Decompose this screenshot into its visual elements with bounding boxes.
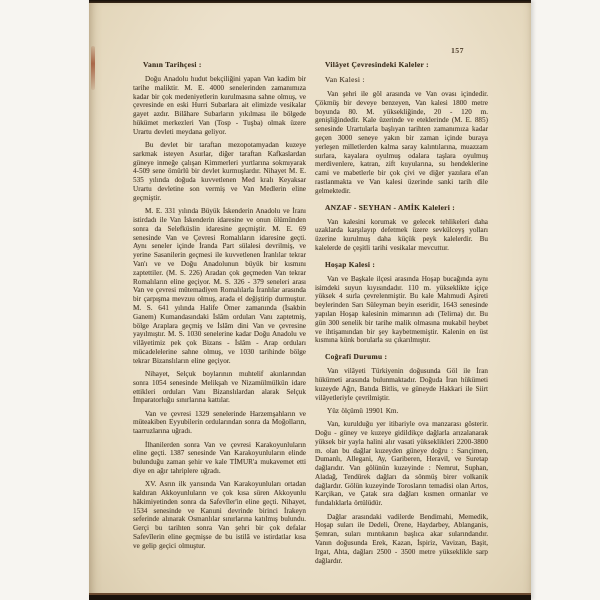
page-top-edge — [89, 0, 531, 3]
paragraph: Doğu Anadolu hudut bekçiliğini yapan Van kadim bir tarihe maliktir. M. E. 4000 senelerinden zamanımıza kadar bir çok medeniyetlerin kurulmasına sahne olmuş, ve çevresinde en eski Hurri Subarlara ait elimizde vesikalar gayet azdır. Bilâhare Subarların yıkılması ile bölgede hükümet merkezleri Van (Tosp - Tuşba) olmak üzere Urartu devleti meydana geliyor. — [133, 75, 306, 136]
paragraph: Van kalesini korumak ve gelecek tehlikeleri daha uzaklarda karşılayıp defetmek üzere sevkülceyş yolları üzerine kurulmuş daha küçük peyk kalelerdir. Bu kalelerde de çeşitli tarihi vesikalar mevcuttur. — [315, 217, 488, 252]
heading-van-kalesi: Van Kalesi : — [325, 75, 365, 84]
heading-van-tarihcesi: Vanın Tarihçesi : — [143, 60, 202, 69]
paragraph: Nihayet, Selçuk boylarının muhtelif akınlarından sonra 1054 senesinde Melikşah ve Nizamülmülkün idare ettikleri orduları Vanı Bizanslılardan alarak Selçuk İmparatorluğu sınırlarına kattılar. — [133, 370, 306, 405]
left-column — [133, 60, 306, 570]
paragraph: Yüz ölçümü 19901 Km. — [327, 406, 399, 415]
heading-cografi-durumu: Coğrafi Durumu : — [325, 352, 388, 362]
heading-anzaf-seyhan-amik: ANZAF - SEYHAN - AMİK Kaleleri : — [325, 202, 456, 212]
right-column — [315, 60, 488, 570]
paragraph: M. E. 331 yılında Büyük İskenderin Anadolu ve İranı istirdadı ile Van İskenderin idaresine ve onun ölümünden sonra da Selefküslin idaresine geçmiştir. M. E. 69 senesinde Van ve Çevresi Romalıların idaresine geçti. Aynı seneler içinde İranda Part sülalesi devrilmiş, ve yerine Sasanilerin geçmesi ile kuvvetlenen İranlılar tekrar Van'ı ve ve Doğu Anadolunun büyük bir kısmını zaptettiler. (M. S. 226) Aradan çok geçmeden Van tekrar Romalıların eline geçiyor. M. S. 326 - 379 seneleri arası Van ve çevresi mütemadiyen Romalılarla İranlılar arasında bir çarpışma mevzuu olmuş, arada el değiştirip durmuştur. M. S. 641 yılında Halife Ömer zamanında (İsakbin Ganem) Kumandasındaki İslâm orduları Vanı zaptetmiş, bölge Araplara geçmiş ve İslâm dini Van ve çevresine yayılmıştır. M. S. 1030 senelerine kadar Doğu Anadolu ve vilâyetimiz pek çok Bizans - İslâm - Arap orduları mücadelelerine sahne olmuş, ve 1030 tarihinde bölge tekrar Bizanslıların eline geçiyor. — [133, 207, 306, 365]
paragraph: XV. Asrın ilk yarısında Van Karakoyunluları ortadan kaldıran Akkoyunluların ve çok kısa süren Akkoyunlu hâkimiyetinden sonra da Safevîler'in eline geçti. Nihayet, 1534 senesinde ve Kanuni devrinde birinci İrakeyn seferinde alınarak Osmanlılar sınırlarına katılmış bulundu. Gerçi bu tarihten sonra Van şehri bir çok defalar Safevîlerin eline geçmişse de bu istilâ ve istirdatlar kısa ve gelip geçici olmuştur. — [133, 480, 306, 550]
paragraph: İlhanilerden sonra Van ve çevresi Karakoyunluların eline geçti. 1387 senesinde Van Karakoyunluların elinde bulunduğu zaman şehir ve kale TİMUR'a mukavemet etti diye en ağır tahriplere uğradı. — [133, 440, 306, 475]
paragraph: Van, kurulduğu yer itibariyle ova manzarası gösterir. Doğu - güney ve kuzeye gidildikçe dağlarla arızalanarak yüksek bir yayla halini alır vasati yükseklikleri 2200-3800 m. olan bu dağlar kuzeyden güneye doğru : Sarıçimen, Dumanlı, Allegani, Ay, Gariberen, Heravil, ve Suretap dağlarıdır. Van gölünün kuzeyinde : Nemrut, Suphan, Aladağ, Tendürek dağları da sönmüş birer volkanik dağlardır. Gölün kuzeyinde Torosların temadisi olan Artos, Karçikan, ve Çatak sıra dağları kısmen ormanlar ve fundalıklarla örtülüdür. — [315, 420, 488, 508]
book-page — [89, 0, 531, 600]
heading-vilayet-kaleler: Vilâyet Çevresindeki Kaleler : — [325, 60, 429, 69]
heading-hosap-kalesi: Hoşap Kalesi : — [325, 259, 376, 269]
paragraph: Van şehri ile göl arasında ve Van ovası içindedir. Çökmüş bir deveye benzeyen, Van kalesi 1800 metre boyunda 80. M. yüksekliğinde, 20 - 120 m. genişliğindedir. Kale üzerinde ve eteklerinde (M. E. 885) senesinde Urartularla başlıyan tarihten zamanımıza kadar geçen 3000 seneye yakın bir zaman içinde buraya yerleşen milletlerden kalma saray kalıntılarına, muazzam surlara, kayalara oyulmuş odalara taşlara oyulmuş merdivenlere, katran, zift kuyularına, su hendeklerine cami ve mabetlerle bir çok çivi ve diğer yazılara el'an rastlanmakta ve Van kalesi üzerinde sanki tarih dile gelmektedir. — [315, 90, 488, 195]
paragraph: Dağlar arasındaki vadilerde Bendimahi, Memedik, Hoşap suları ile Dedeli, Örene, Haydarbey, Ablanganis, Şemran, suları mıntıkanın başlıca akar sularındandır. Vanın doğusunda Erek, Kazan, İspiriz, Vavizan, Başit, Irgat, Ahta, dağları 2500 - 3500 metre yükseklikle sarp dağlardır. — [315, 512, 488, 565]
paragraph: Van ve Başkale ilçesi arasında Hoşap bucağında aynı isimdeki suyun kıyısındadır. 110 m. yükseklikte içiçe yüksek 4 surla çevrelenmiştir. Bu kale Mahmudi Aşireti beylerinden Sarı Süleyman beyin eseridir, 1643 senesinde yapılan Hoşap kalesinin mimarının adı (Telirna) dır. Bu gün 300 senelik bir tarihe malik olmasına mukabil heybet ve ihtişamından bir şey kaybetmemiştir. Kalenin en üst kısmına künk borularla su çıkarılmıştır. — [315, 274, 488, 345]
paragraph: Bu devlet bir taraftan mezopotamyadan kuzeye sarkmak isteyen Asurlar, diğer taraftan Kafkaslardan güneye inmeğe çalışan Kimmerleri yurtlarına sokmıyarak 4-509 sene ömürlü bir devlet kurmuşlardır. Nihayet M. E. 535 yılında doğuda kuvvetlenen Med kralı Keyaksar Urartu devletine son vermiş ve Van Medlerin eline geçmiştir. — [133, 141, 306, 202]
page-number: 157 — [451, 46, 464, 55]
page-bottom-edge — [89, 593, 531, 600]
text-columns — [133, 60, 489, 570]
paragraph: Van ve çevresi 1329 senelerinde Harzemşahların ve müteakiben Eyyubilerin ordularından sonra da Moğolların, taarruzlarına uğradı. — [133, 409, 306, 436]
spine-streak — [91, 46, 95, 90]
paragraph: Van vilâyeti Türkiyenin doğusunda Göl ile İran hükümeti arasında bulunmaktadır. Doğuda İran hükümeti kuzeyde Ağrı, Batıda Bitlis, ve güneyde Hakkari ile Siirt vilâyetleriyle çevrilmiştir. — [315, 367, 488, 402]
